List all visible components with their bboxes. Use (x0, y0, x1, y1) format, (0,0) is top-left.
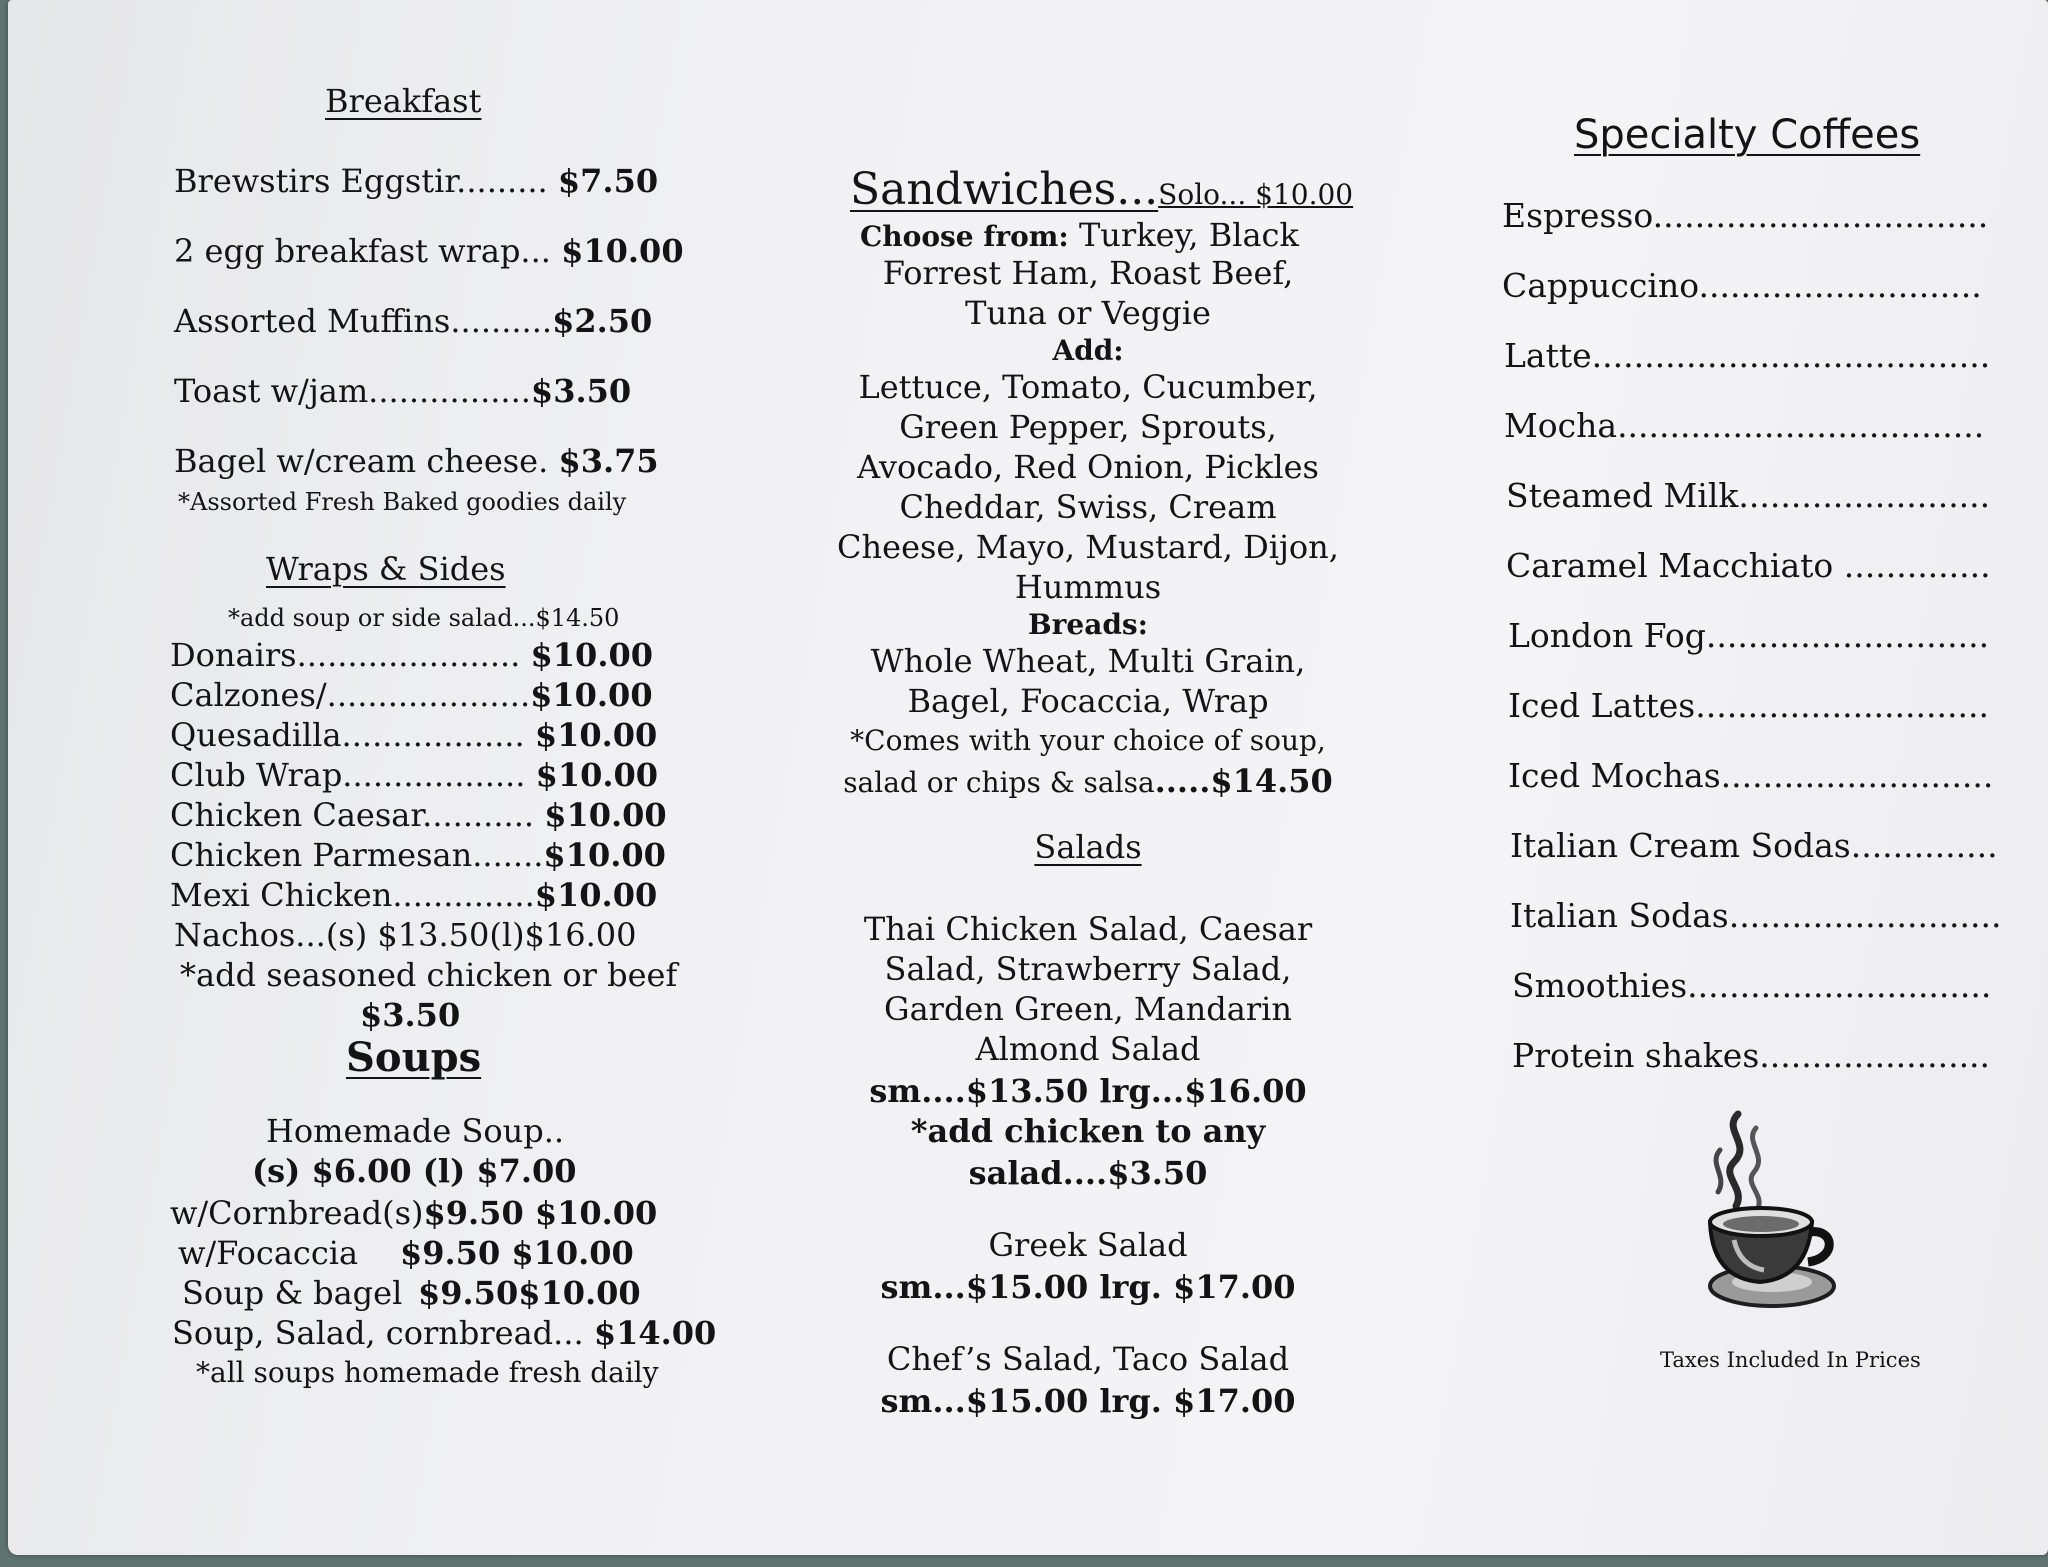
sandwich-breads-label: Breads: (1027, 608, 1149, 641)
sandwich-add-line: Green Pepper, Sprouts, (899, 408, 1277, 446)
tax-note: Taxes Included In Prices (1660, 1348, 1921, 1372)
coffee-item: Protein shakes...................... (1512, 1036, 1991, 1075)
soup-row: w/Focaccia $9.50 $10.00 (178, 1234, 634, 1272)
coffee-item: Espresso................................ (1502, 196, 1989, 235)
sandwich-choose-line: Tuna or Veggie (965, 294, 1211, 332)
sandwiches-header (850, 164, 1353, 215)
coffee-cup-icon (1694, 1110, 1840, 1310)
breakfast-item: Toast w/jam................$3.50 (174, 372, 632, 410)
wrap-item: Club Wrap.................. $10.00 (170, 756, 659, 794)
coffee-item: London Fog........................... (1508, 616, 1990, 655)
soup-row: w/Cornbread(s)$9.50 $10.00 (170, 1194, 658, 1232)
sandwich-combo: *Comes with your choice of soup, (850, 724, 1326, 757)
salad-line: Salad, Strawberry Salad, (884, 950, 1292, 988)
soups-title: Soups (346, 1034, 482, 1081)
sandwich-add-line: Hummus (1014, 568, 1162, 606)
sandwich-add-line: Cheddar, Swiss, Cream (899, 488, 1277, 526)
salad-addon: salad....$3.50 (968, 1154, 1208, 1192)
soup-row: Soup, Salad, cornbread... $14.00 (172, 1314, 717, 1352)
salad-line: Almond Salad (975, 1030, 1201, 1068)
chef-salad-price: sm...$15.00 lrg. $17.00 (880, 1382, 1296, 1420)
sandwich-choose: Choose from: Turkey, Black (860, 216, 1299, 254)
sandwich-add-line: Cheese, Mayo, Mustard, Dijon, (837, 528, 1339, 566)
wraps-addon-price: $3.50 (360, 996, 461, 1034)
breakfast-note: *Assorted Fresh Baked goodies daily (178, 488, 627, 516)
salad-line: Thai Chicken Salad, Caesar (863, 910, 1313, 948)
coffee-item: Latte...................................... (1504, 336, 1991, 375)
sandwich-add-label: Add: (1052, 334, 1124, 367)
sandwich-add-line: Avocado, Red Onion, Pickles (857, 448, 1319, 486)
salad-price: sm....$13.50 lrg...$16.00 (869, 1072, 1307, 1110)
breakfast-item: Assorted Muffins..........$2.50 (174, 302, 653, 340)
greek-salad-price: sm...$15.00 lrg. $17.00 (880, 1268, 1296, 1306)
coffee-item: Italian Sodas.......................... (1510, 896, 2002, 935)
coffees-title: Specialty Coffees (1574, 112, 1921, 158)
sandwiches-title: Sandwiches... (850, 164, 1159, 215)
salads-title: Salads (1034, 828, 1142, 866)
soup-line: (s) $6.00 (l) $7.00 (252, 1152, 577, 1190)
nachos-item: Nachos...(s) $13.50(l)$16.00 (174, 916, 637, 954)
wrap-item: Quesadilla.................. $10.00 (170, 716, 658, 754)
sandwich-add-line: Lettuce, Tomato, Cucumber, (858, 368, 1318, 406)
breakfast-item: Brewstirs Eggstir......... $7.50 (174, 162, 659, 200)
sandwich-choose-line: Forrest Ham, Roast Beef, (882, 254, 1294, 292)
wraps-title: Wraps & Sides (266, 550, 506, 588)
sandwiches-solo-price: Solo... $10.00 (1158, 178, 1354, 211)
wraps-subnote: *add soup or side salad...$14.50 (228, 604, 620, 632)
soup-row: Soup & bagel $9.50$10.00 (182, 1274, 641, 1312)
sandwich-bread-line: Bagel, Focaccia, Wrap (907, 682, 1269, 720)
sandwich-bread-line: Whole Wheat, Multi Grain, (870, 642, 1306, 680)
menu-sheet (8, 0, 2048, 1555)
coffee-item: Caramel Macchiato .............. (1506, 546, 1991, 585)
soup-line: Homemade Soup.. (266, 1112, 565, 1150)
salad-addon: *add chicken to any (910, 1112, 1266, 1150)
coffee-item: Smoothies............................. (1512, 966, 1992, 1005)
soups-note: *all soups homemade fresh daily (196, 1356, 659, 1389)
wrap-item: Mexi Chicken..............$10.00 (170, 876, 658, 914)
breakfast-item: 2 egg breakfast wrap... $10.00 (174, 232, 684, 270)
coffee-item: Steamed Milk........................ (1506, 476, 1991, 515)
greek-salad: Greek Salad (988, 1226, 1188, 1264)
chef-salad: Chef’s Salad, Taco Salad (886, 1340, 1290, 1378)
wrap-item: Calzones/....................$10.00 (170, 676, 653, 714)
breakfast-item: Bagel w/cream cheese. $3.75 (174, 442, 659, 480)
coffee-item: Iced Mochas.......................... (1508, 756, 1994, 795)
salad-line: Garden Green, Mandarin (884, 990, 1292, 1028)
wraps-addon: *add seasoned chicken or beef (180, 956, 678, 994)
coffee-item: Cappuccino........................... (1502, 266, 1982, 305)
coffee-item: Iced Lattes............................ (1508, 686, 1989, 725)
wrap-item: Chicken Caesar........... $10.00 (170, 796, 667, 834)
coffee-item: Mocha................................... (1504, 406, 1985, 445)
coffee-item: Italian Cream Sodas.............. (1510, 826, 1998, 865)
wrap-item: Donairs...................... $10.00 (170, 636, 653, 674)
wrap-item: Chicken Parmesan.......$10.00 (170, 836, 666, 874)
breakfast-title: Breakfast (325, 82, 482, 120)
sandwich-combo: salad or chips & salsa.....$14.50 (843, 762, 1333, 800)
